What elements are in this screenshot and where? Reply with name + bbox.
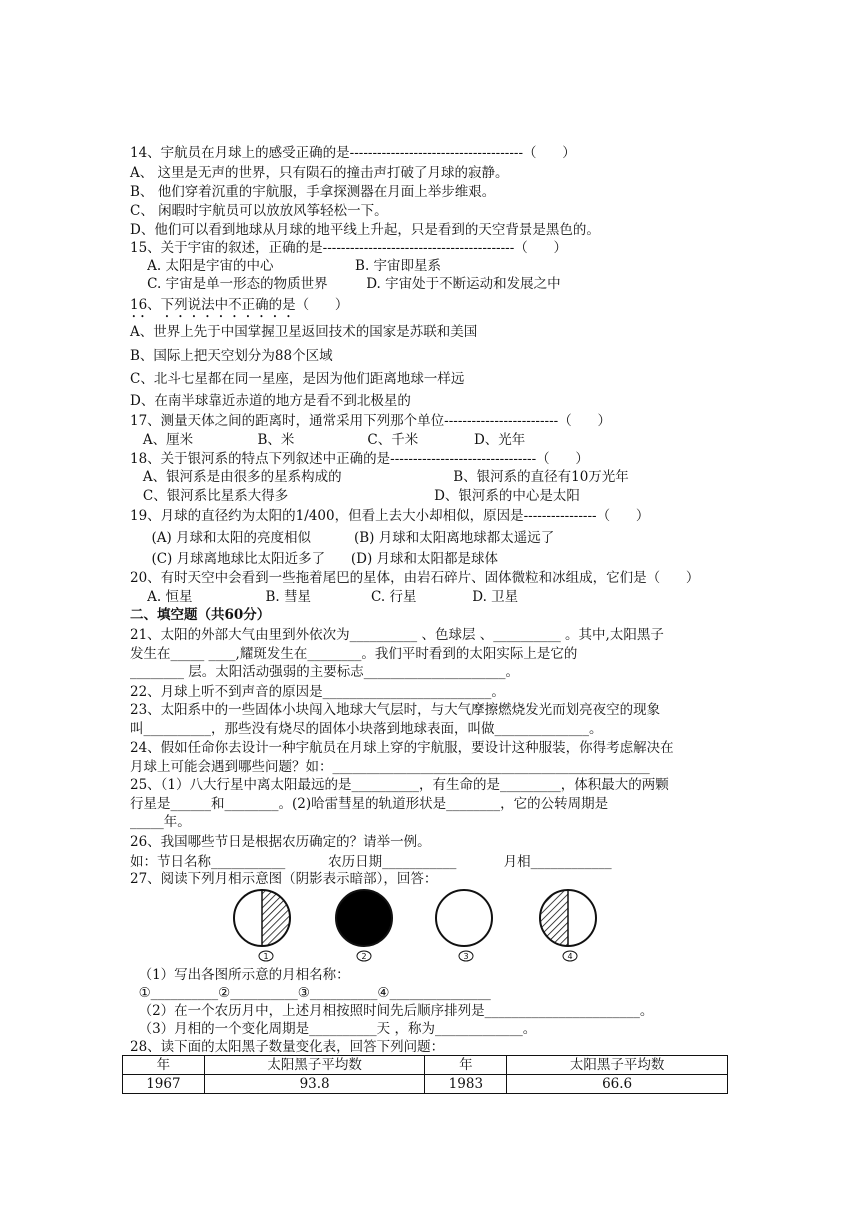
moon-phase-figures: [228, 888, 608, 960]
question-21-line-1: 21、太阳的外部大气由里到外依次为__________ 、色球层 、__________ 。其中,太阳黑子: [130, 627, 664, 643]
question-18-options-cd: C、银河系比星系大得多 D、银河系的中心是太阳: [130, 488, 580, 504]
question-18-options-ab: A、银河系是由很多的星系构成的 B、银河系的直径有10万光年: [130, 469, 629, 485]
question-27-stem: 27、阅读下列月相示意图（阴影表示暗部），回答：: [130, 871, 438, 887]
question-22: 22、月球上听不到声音的原因是_________________________。: [130, 684, 505, 700]
question-23-line-2: 叫__________，那些没有烧尽的固体小块落到地球表面，叫做______________。: [130, 721, 603, 737]
moon-label-3-text: 3: [463, 952, 469, 961]
table-cell-count-1: 93.8: [204, 1075, 425, 1094]
moon-label-3: [458, 950, 474, 962]
question-16-option-a: A、世界上先于中国掌握卫星返回技术的国家是苏联和美国: [130, 324, 478, 340]
question-16-option-b: B、国际上把天空划分为88个区域: [130, 348, 333, 364]
question-27-part-2: （2）在一个农历月中，上述月相按照时间先后顺序排列是_______________________。: [130, 1003, 654, 1019]
question-20-stem: 20、有时天空中会看到一些拖着尾巴的星体，由岩石碎片、固体微粒和冰组成，它们是（ ）: [130, 570, 700, 586]
question-28-stem: 28、读下面的太阳黑子数量变化表，回答下列问题：: [130, 1039, 445, 1055]
sunspot-table: [122, 1055, 728, 1094]
sunspot-table-header-year-2: 年: [425, 1056, 507, 1075]
sunspot-table-header-count-2: 太阳黑子平均数: [507, 1056, 728, 1075]
question-19-options-cd: (C) 月球离地球比太阳近多了 (D) 月球和太阳都是球体: [130, 551, 499, 567]
question-16-option-d: D、在南半球靠近赤道的地方是看不到北极星的: [130, 393, 411, 409]
question-27-part-3: （3）月相的一个变化周期是__________天 ，称为_____________。: [130, 1021, 537, 1037]
question-25-line-1: 25、（1）八大行星中离太阳最远的是__________，有生命的是_________，体积最大的两颗: [130, 777, 669, 793]
question-15-options-cd: C. 宇宙是单一形态的物质世界 D. 宇宙处于不断运动和发展之中: [130, 276, 561, 292]
moon-phase-2-figure: [334, 888, 394, 948]
moon-phase-3-figure: [434, 888, 494, 948]
moon-label-2: [356, 950, 372, 962]
table-cell-year-1: 1967: [123, 1075, 205, 1094]
question-26-stem: 26、我国哪些节日是根据农历确定的？请举一例。: [130, 834, 431, 850]
question-27-part-1-blanks: ①__________②__________③__________④_______________: [130, 985, 491, 1001]
question-25-line-3: _____年。: [130, 814, 191, 830]
question-16-option-c: C、北斗七星都在同一星座，是因为他们距离地球一样远: [130, 371, 465, 387]
question-17-options: A、厘米 B、米 C、千米 D、光年: [130, 432, 526, 448]
question-21-line-2: 发生在_____ ____,耀斑发生在________。我们平时看到的太阳实际上是它的: [130, 646, 578, 662]
moon-phase-4-figure: [538, 888, 598, 948]
table-cell-count-2: 66.6: [507, 1075, 728, 1094]
question-20-options: A. 恒星 B. 彗星 C. 行星 D. 卫星: [130, 589, 519, 605]
question-14-option-d: D、他们可以看到地球从月球的地平线上升起，只是看到的天空背景是黑色的。: [130, 222, 600, 238]
question-24-line-1: 24、假如任命你去设计一种宇航员在月球上穿的宇航服，要设计这种服装，你得考虑解决在: [130, 740, 674, 756]
section-2-heading: 二、填空题（共60分）: [130, 607, 271, 623]
table-cell-year-2: 1983: [425, 1075, 507, 1094]
question-14-option-c: C、 闲暇时宇航员可以放放风筝轻松一下。: [130, 203, 388, 219]
sunspot-table-header-row: [123, 1056, 728, 1075]
question-16-stem: 16、下列说法中不正确的是（ ）: [130, 297, 349, 313]
moon-phase-1-figure: [232, 888, 292, 948]
question-24-line-2: 月球上可能会遇到哪些问题？如：_______________________________________________: [130, 759, 650, 775]
moon-label-1: [258, 950, 274, 962]
question-23-line-1: 23、太阳系中的一些固体小块闯入地球大气层时，与大气摩擦燃烧发光而划亮夜空的现象: [130, 702, 661, 718]
moon-label-4: [562, 950, 578, 962]
moon-label-2-text: 2: [361, 952, 367, 961]
sunspot-table-header-year-1: 年: [123, 1056, 205, 1075]
question-15-options-ab: A. 太阳是宇宙的中心 B. 宇宙即星系: [130, 258, 442, 274]
question-21-line-3: ________ 层。太阳活动强弱的主要标志_____________________。: [130, 664, 520, 680]
table-row: [123, 1075, 728, 1094]
moon-label-1-text: 1: [263, 952, 269, 961]
moon-label-4-text: 4: [567, 952, 573, 961]
question-18-stem: 18、关于银河系的特点下列叙述中正确的是--------------------------------（ ）: [130, 451, 589, 467]
question-17-stem: 17、测量天体之间的距离时，通常采用下列那个单位-------------------------（ ）: [130, 413, 611, 429]
sunspot-table-header-count-1: 太阳黑子平均数: [204, 1056, 425, 1075]
question-19-options-ab: (A) 月球和太阳的亮度相似 (B) 月球和太阳离地球都太遥远了: [130, 530, 555, 546]
question-27-part-1: （1）写出各图所示意的月相名称：: [130, 967, 350, 983]
question-25-line-2: 行星是______和________。(2)哈雷彗星的轨道形状是________，它的公转周期是: [130, 796, 609, 812]
question-14-option-a: A、 这里是无声的世界，只有陨石的撞击声打破了月球的寂静。: [130, 165, 509, 181]
question-19-stem: 19、月球的直径约为太阳的1/400，但看上去大小却相似，原因是----------------（ ）: [130, 508, 650, 524]
question-14-stem: 14、宇航员在月球上的感受正确的是--------------------------------------（ ）: [130, 145, 576, 161]
question-26-answer-line: 如：节日名称___________ 农历日期___________ 月相____________: [130, 854, 612, 870]
question-15-stem: 15、关于宇宙的叙述，正确的是------------------------------------------（ ）: [130, 240, 568, 256]
question-14-option-b: B、 他们穿着沉重的宇航服，手拿探测器在月面上举步维艰。: [130, 184, 496, 200]
